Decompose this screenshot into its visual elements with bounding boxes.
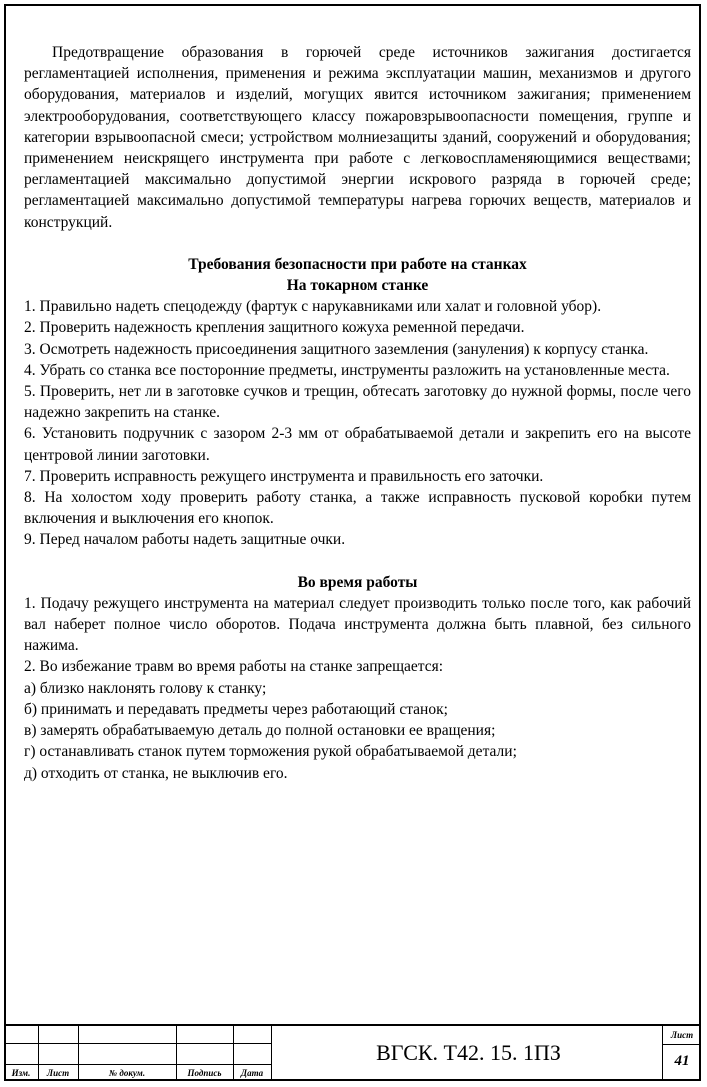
list-item: 6. Установить подручник с зазором 2-3 мм от обрабатываемой детали и закрепить его на высоте центровой линии заготовки. <box>24 425 691 464</box>
list-item: в) замерять обрабатываемую деталь до полной остановки ее вращения; <box>24 722 496 740</box>
list-item: 1. Подачу режущего инструмента на материал следует производить только после того, как рабочий вал наберет полное число оборотов. Подача инструмента должна быть плавной, без сильного нажима. <box>24 594 691 655</box>
stamp-divider <box>271 1026 272 1081</box>
list-item: 2. Проверить надежность крепления защитного кожуха ременной передачи. <box>24 319 525 337</box>
stamp-row-divider <box>663 1044 701 1045</box>
spacer <box>24 233 691 254</box>
document-code: ВГСК. Т42. 15. 1ПЗ <box>376 1040 561 1065</box>
document-body <box>24 42 691 784</box>
list-item: 8. На холостом ходу проверить работу станка, а также исправность пусковой коробки путем включения и выключения его кнопок. <box>24 489 691 528</box>
list-item: д) отходить от станка, не выключив его. <box>24 764 288 782</box>
list-item: 4. Убрать со станка все посторонние предметы, инструменты разложить на установленные места. <box>24 361 670 379</box>
stamp-row-divider <box>4 1064 271 1065</box>
section-title: Во время работы <box>297 573 418 591</box>
stamp-label-doc-number: № докум. <box>108 1068 146 1078</box>
list-item: 1. Правильно надеть спецодежду (фартук с нарукавниками или халат и головной убор). <box>24 298 602 316</box>
stamp-row-divider <box>4 1043 271 1044</box>
stamp-label-date: Дата <box>240 1068 264 1078</box>
list-item: б) принимать и передавать предметы через работающий станок; <box>24 700 448 718</box>
spacer <box>24 551 691 572</box>
list-item: г) останавливать станок путем торможения рукой обрабатываемой детали; <box>24 743 517 761</box>
list-item: а) близко наклонять голову к станку; <box>24 679 267 697</box>
stamp-label-sheet: Лист <box>46 1068 70 1078</box>
list-item: 2. Во избежание травм во время работы на станке запрещается: <box>24 658 444 676</box>
sheet-number: 41 <box>674 1053 690 1069</box>
list-item: 5. Проверить, нет ли в заготовке сучков и трещин, обтесать заготовку до нужной формы, после чего надежно закрепить на станке. <box>24 383 691 422</box>
list-item: 9. Перед началом работы надеть защитные очки. <box>24 531 346 549</box>
stamp-label-signature: Подпись <box>187 1068 222 1078</box>
stamp-label-change: Изм. <box>11 1068 31 1078</box>
section-subtitle: На токарном станке <box>286 277 429 295</box>
sheet-label: Лист <box>670 1030 694 1040</box>
list-item: 3. Осмотреть надежность присоединения защитного заземления (зануления) к корпусу станка. <box>24 340 649 358</box>
title-block <box>4 1024 701 1081</box>
list-item: 7. Проверить исправность режущего инструмента и правильность его заточки. <box>24 467 544 485</box>
intro-paragraph: Предотвращение образования в горючей среде источников зажигания достигается регламентацией исполнения, применения и режима эксплуатации машин, механизмов и другого оборудования, материалов и изделий, могущих явится источником зажигания; применением электрооборудования, соответствующего классу пожаровзрывоопасности помещения, группе и категории взрывоопасной смеси; устройством молниезащиты зданий, сооружений и оборудования; применением неискрящего инструмента при работе с легковоспламеняющимися веществами; регламентацией максимально допустимой энергии искрового разряда в горючей среде; регламентацией максимально допустимой температуры нагрева горючих веществ, материалов и конструкций. <box>24 44 691 231</box>
section-title: Требования безопасности при работе на станках <box>188 255 527 273</box>
